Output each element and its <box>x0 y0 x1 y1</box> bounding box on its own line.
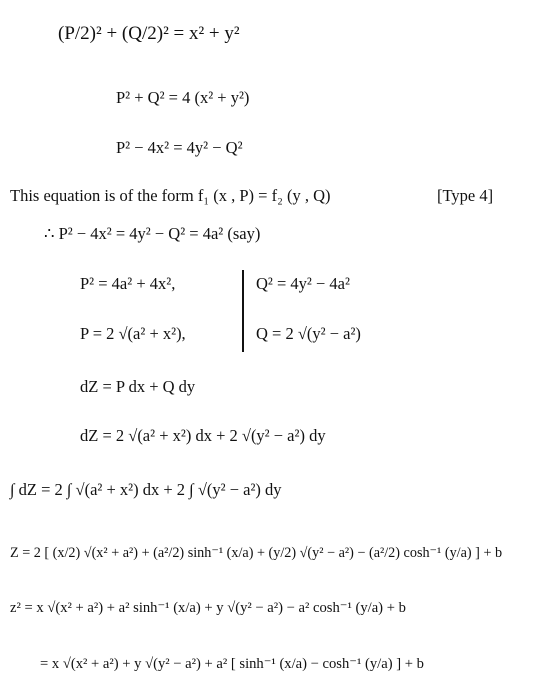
equation-text: P = 2 √(a² + x²), <box>80 324 186 343</box>
equation-line <box>10 601 406 616</box>
equation-text: Q² = 4y² − 4a² <box>256 274 350 293</box>
equation-line <box>40 657 424 672</box>
equation-line <box>10 546 502 560</box>
prose-text: This equation is of the form f₁ (x , P) = f₂ (y , Q) <box>10 186 331 205</box>
column-divider <box>242 270 244 352</box>
equation-text: = x √(x² + a²) + y √(y² − a²) + a² [ sinh⁻¹ (x/a) − cosh⁻¹ (y/a) ] + b <box>40 656 424 672</box>
equation-text: P² = 4a² + 4x², <box>80 274 176 293</box>
equation-text: z² = x √(x² + a²) + a² sinh⁻¹ (x/a) + y √(y² − a²) − a² cosh⁻¹ (y/a) + b <box>10 600 406 616</box>
equation-line <box>116 90 249 107</box>
equation-line <box>44 226 260 243</box>
equation-text: Q = 2 √(y² − a²) <box>256 324 361 343</box>
equation-line <box>256 326 361 343</box>
equation-text: ∴ P² − 4x² = 4y² − Q² = 4a² (say) <box>44 224 261 243</box>
equation-text: dZ = 2 √(a² + x²) dx + 2 √(y² − a²) dy <box>80 426 326 445</box>
equation-text: (P/2)² + (Q/2)² = x² + y² <box>58 23 240 44</box>
equation-text: P² + Q² = 4 (x² + y²) <box>116 88 250 107</box>
equation-text: ∫ dZ = 2 ∫ √(a² + x²) dx + 2 ∫ √(y² − a²) dy <box>10 480 282 499</box>
equation-line <box>80 326 186 343</box>
equation-line <box>80 276 175 293</box>
equation-line <box>256 276 350 293</box>
equation-text: dZ = P dx + Q dy <box>80 377 196 396</box>
type-text: [Type 4] <box>437 186 494 205</box>
equation-line <box>58 24 240 43</box>
body-text <box>10 188 331 205</box>
equation-text: Z = 2 [ (x/2) √(x² + a²) + (a²/2) sinh⁻¹ (x/a) + (y/2) √(y² − a²) − (a²/2) cosh⁻¹ (y/a) ] + b <box>10 545 503 561</box>
equation-line <box>80 379 195 396</box>
equation-line <box>10 482 282 499</box>
equation-line <box>116 140 243 157</box>
equation-text: P² − 4x² = 4y² − Q² <box>116 138 243 157</box>
type-label <box>437 188 493 205</box>
equation-line <box>80 428 326 445</box>
